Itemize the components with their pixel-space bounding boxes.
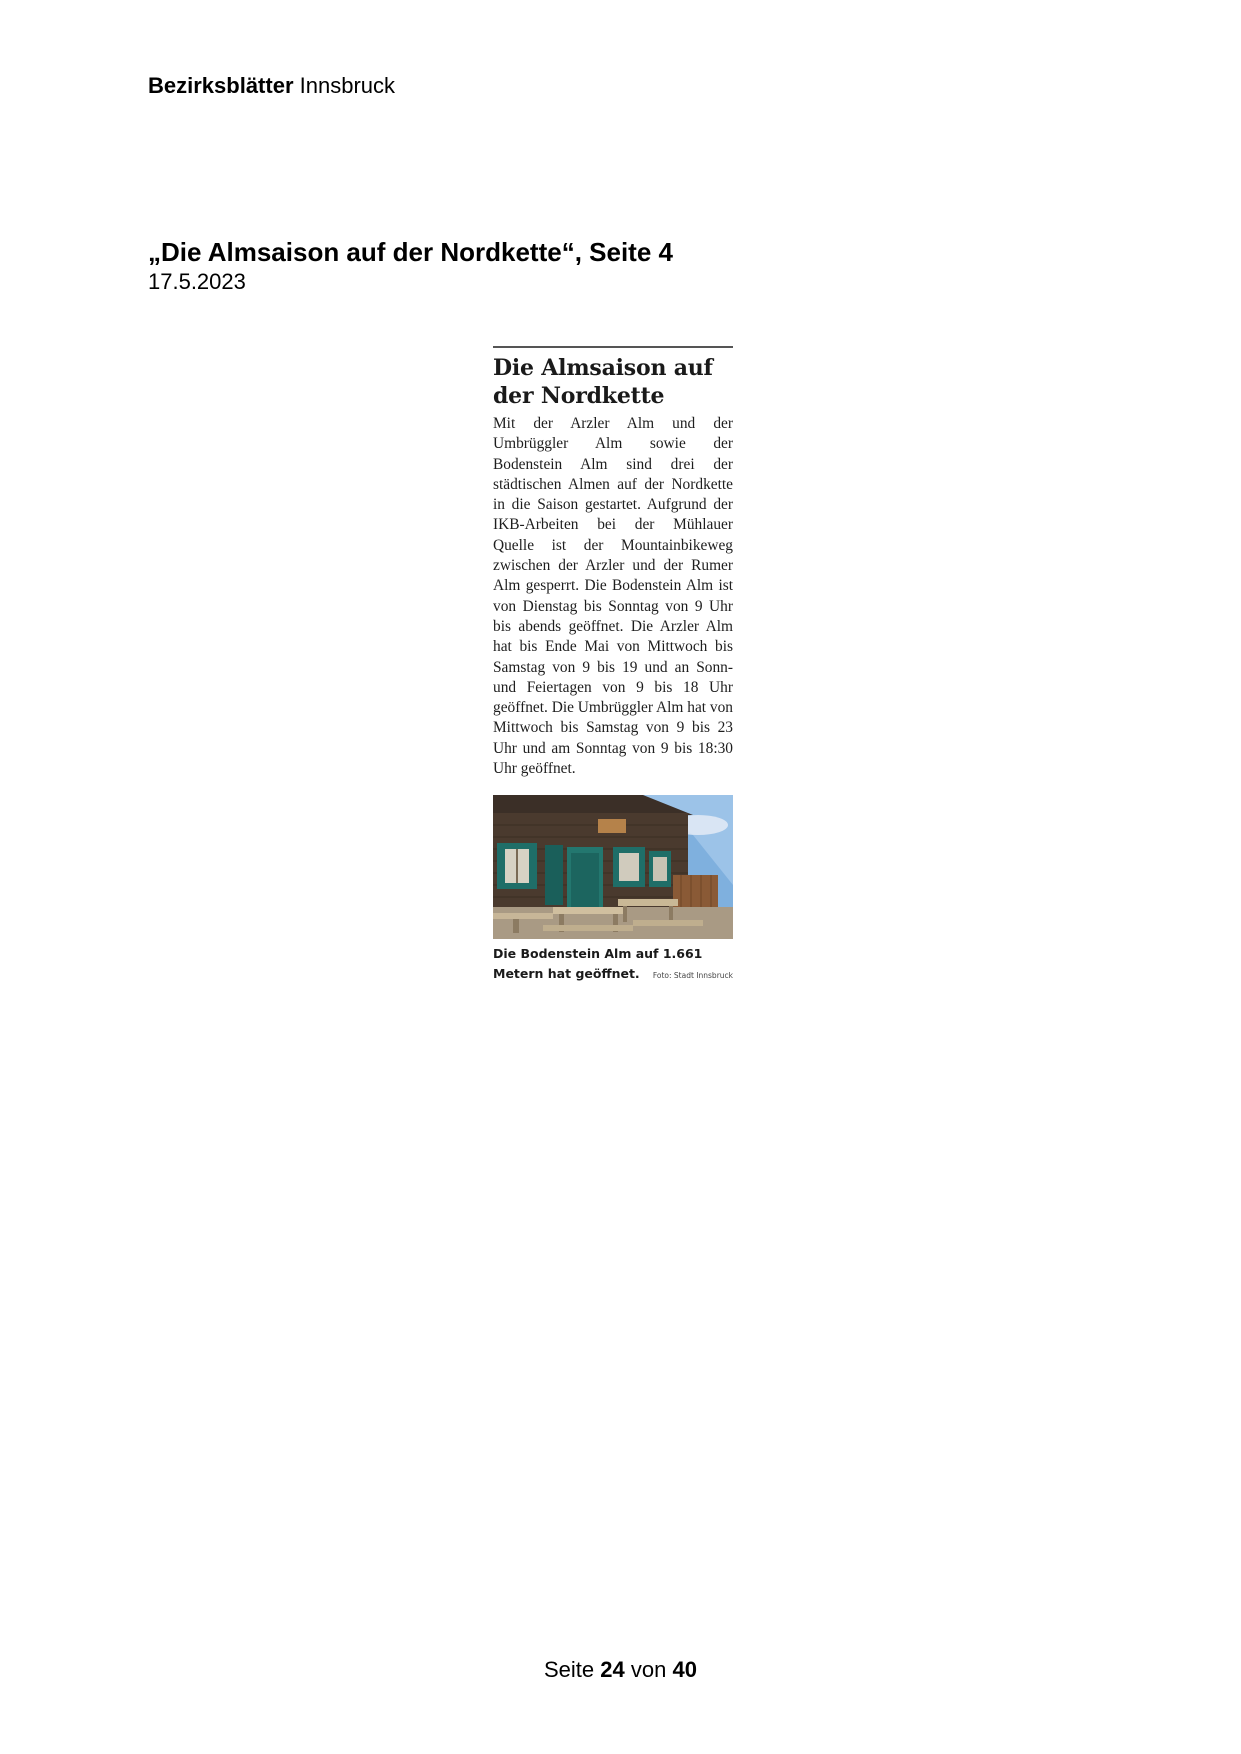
- photo-caption-row: [493, 944, 733, 984]
- publication-header: [148, 72, 395, 100]
- clipping-top-rule: [493, 346, 733, 348]
- article-headline: Die Almsaison auf der Nordkette: [493, 355, 713, 409]
- article-body: Mit der Arzler Alm und der Umbrüggler Alm sowie der Bodenstein Alm sind drei der städtischen Almen auf der Nordkette in die Saison gestartet. Aufgrund der IKB-Arbeiten bei der Mühlauer Quelle ist der Mountainbikeweg zwischen der Arzler und der Rumer Alm gesperrt. Die Bodenstein Alm ist von Dienstag bis Sonntag von 9 Uhr bis abends geöffnet. Die Arzler Alm hat bis Ende Mai von Mittwoch bis Samstag von 9 bis 19 und an Sonn- und Feiertagen von 9 bis 18 Uhr geöffnet. Die Umbrüggler Alm hat von Mittwoch bis Samstag von 9 bis 23 Uhr und am Sonntag von 9 bis 18:30 Uhr geöffnet.: [493, 415, 733, 778]
- alm-hut-photo: [493, 795, 733, 939]
- clipping-date: 17.5.2023: [148, 269, 246, 294]
- page-current: 24: [600, 1657, 625, 1682]
- photo-credit: Foto: Stadt Innsbruck: [652, 971, 733, 981]
- page-total: 40: [672, 1657, 697, 1682]
- publication-name: Bezirksblätter: [148, 73, 294, 98]
- page-footer: [0, 1656, 1241, 1684]
- page-label: Seite: [544, 1657, 595, 1682]
- publication-region: Innsbruck: [299, 73, 396, 98]
- page-of: von: [630, 1657, 667, 1682]
- photo-caption: Die Bodenstein Alm auf 1.661 Metern hat geöffnet.: [493, 946, 703, 982]
- newspaper-clipping: [493, 346, 733, 984]
- clipping-title: „Die Almsaison auf der Nordkette“, Seite 4: [148, 237, 673, 267]
